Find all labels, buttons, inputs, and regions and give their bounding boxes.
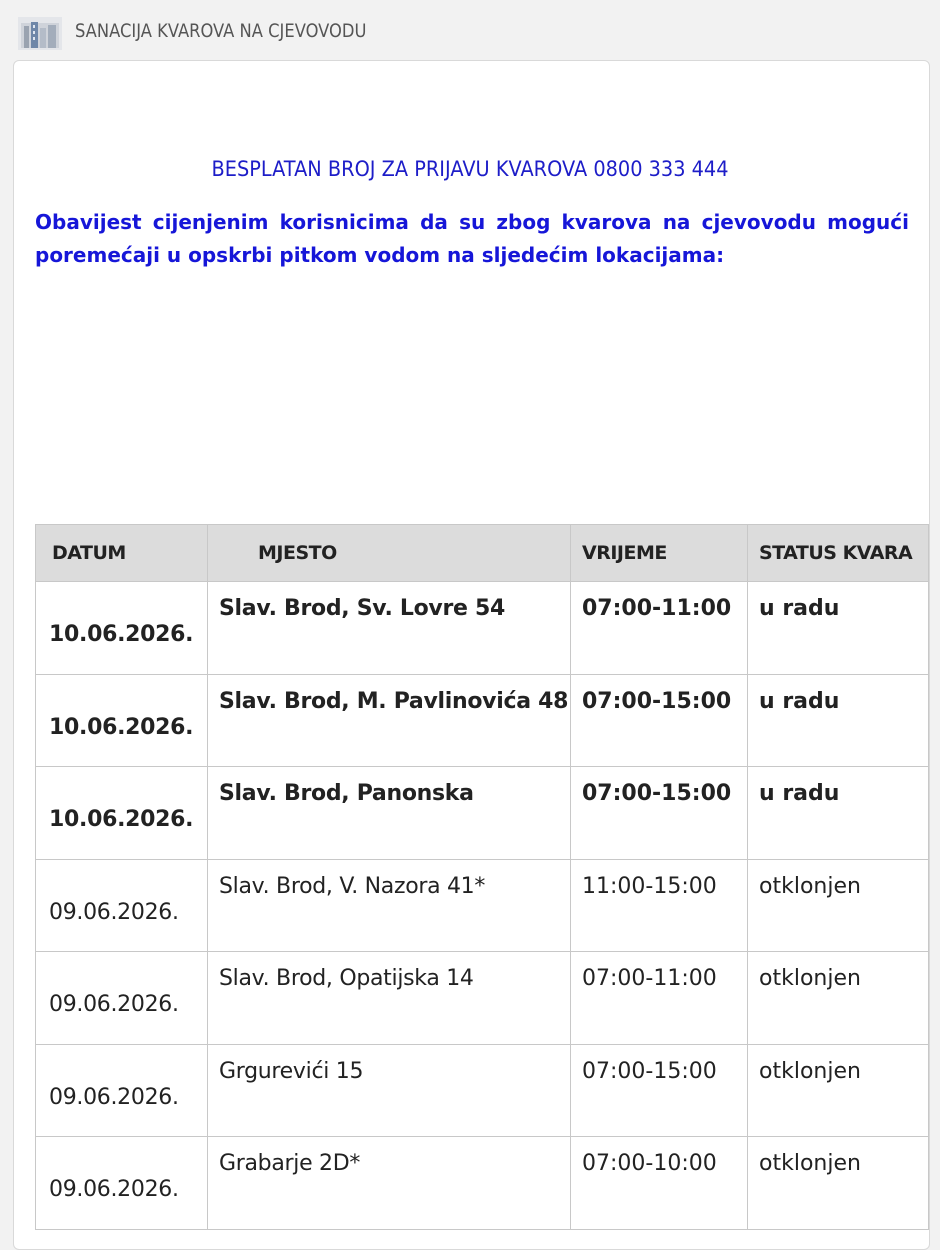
section-title: SANACIJA KVAROVA NA CJEVOVODU <box>75 20 367 42</box>
cell-time: 07:00-10:00 <box>571 1137 748 1230</box>
cell-place: Grgurevići 15 <box>208 1044 571 1137</box>
table-row <box>36 1137 929 1230</box>
column-header-place: MJESTO <box>208 525 571 582</box>
cell-time: 11:00-15:00 <box>571 859 748 952</box>
cell-status: otklonjen <box>748 952 929 1045</box>
column-header-date: DATUM <box>36 525 208 582</box>
notice-text: Obavijest cijenjenim korisnicima da su zbog kvarova na cjevovodu mogući poremećaji u opskrbi pitkom vodom na sljedećim lokacijama: <box>35 210 909 267</box>
cell-time: 07:00-15:00 <box>571 767 748 860</box>
cell-place: Slav. Brod, Opatijska 14 <box>208 952 571 1045</box>
cell-place: Grabarje 2D* <box>208 1137 571 1230</box>
cell-date: 09.06.2026. <box>36 1044 208 1137</box>
column-header-time: VRIJEME <box>571 525 748 582</box>
hotline-number: BESPLATAN BROJ ZA PRIJAVU KVAROVA 0800 333 444 <box>211 157 729 181</box>
column-header-status: STATUS KVARA <box>748 525 929 582</box>
cell-date: 10.06.2026. <box>36 674 208 767</box>
cell-status: u radu <box>748 767 929 860</box>
table-row <box>36 1044 929 1137</box>
cell-date: 10.06.2026. <box>36 767 208 860</box>
cell-date: 09.06.2026. <box>36 1137 208 1230</box>
cell-time: 07:00-11:00 <box>571 582 748 675</box>
table-row <box>36 674 929 767</box>
cell-place: Slav. Brod, Panonska <box>208 767 571 860</box>
cell-time: 07:00-15:00 <box>571 674 748 767</box>
cell-status: u radu <box>748 582 929 675</box>
cell-place: Slav. Brod, V. Nazora 41* <box>208 859 571 952</box>
cell-time: 07:00-15:00 <box>571 1044 748 1137</box>
cell-date: 09.06.2026. <box>36 859 208 952</box>
table-header-row <box>36 525 929 582</box>
cell-status: otklonjen <box>748 1044 929 1137</box>
cell-status: otklonjen <box>748 859 929 952</box>
section-header <box>0 0 940 60</box>
cell-place: Slav. Brod, M. Pavlinovića 48 <box>208 674 571 767</box>
cell-date: 10.06.2026. <box>36 582 208 675</box>
cell-time: 07:00-11:00 <box>571 952 748 1045</box>
cell-status: u radu <box>748 674 929 767</box>
table-row <box>36 767 929 860</box>
table-row <box>36 952 929 1045</box>
table-row <box>36 582 929 675</box>
building-icon <box>18 17 62 50</box>
cell-date: 09.06.2026. <box>36 952 208 1045</box>
cell-place: Slav. Brod, Sv. Lovre 54 <box>208 582 571 675</box>
table-row <box>36 859 929 952</box>
faults-table <box>35 524 929 1230</box>
cell-status: otklonjen <box>748 1137 929 1230</box>
